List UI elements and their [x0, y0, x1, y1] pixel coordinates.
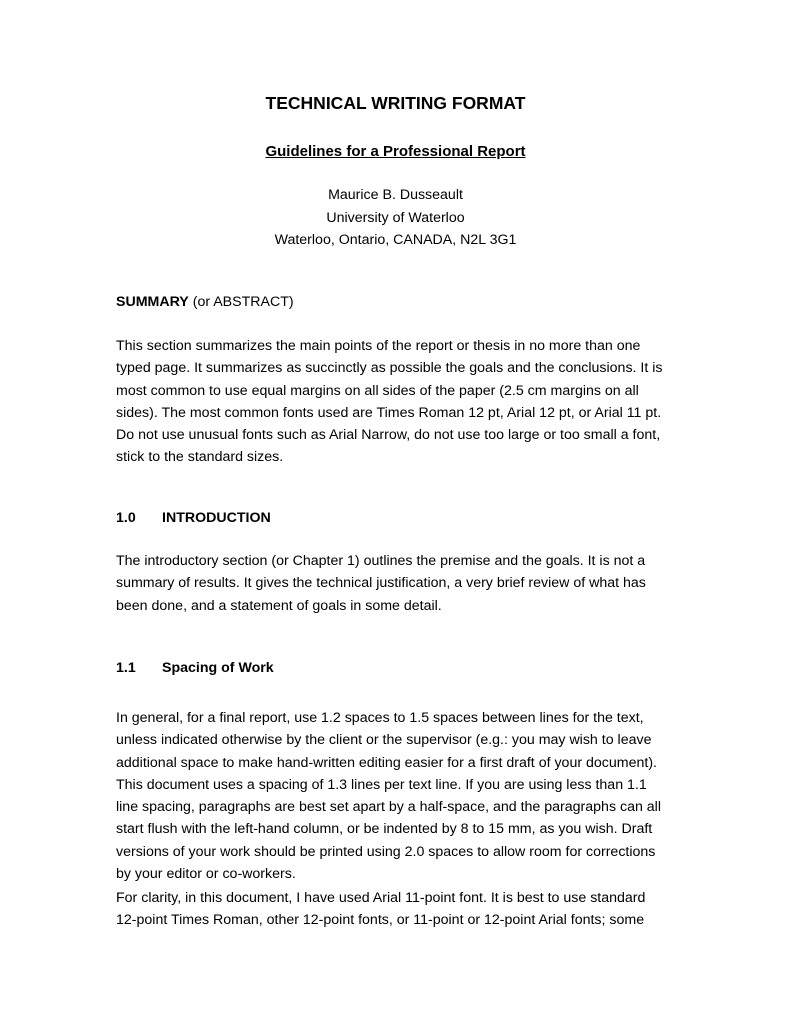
- author-block: [0, 184, 791, 252]
- introduction-number: 1.0: [116, 510, 136, 526]
- spacing-heading-text: Spacing of Work: [162, 660, 274, 676]
- spacing-line: versions of your work should be printed using 2.0 spaces to allow room for corrections: [116, 843, 656, 860]
- spacing-line: by your editor or co-workers.: [116, 866, 296, 883]
- summary-line: Do not use unusual fonts such as Arial Narrow, do not use too large or too small a font,: [116, 427, 661, 444]
- summary-line: stick to the standard sizes.: [116, 449, 284, 466]
- author-address: Waterloo, Ontario, CANADA, N2L 3G1: [274, 232, 517, 248]
- introduction-line: summary of results. It gives the technical justification, a very brief review of what has: [116, 575, 646, 592]
- spacing-paragraph-2: [116, 887, 686, 932]
- summary-heading-bold: SUMMARY: [116, 294, 189, 310]
- introduction-line: The introductory section (or Chapter 1) outlines the premise and the goals. It is not a: [116, 553, 646, 569]
- spacing-line: This document uses a spacing of 1.3 lines per text line. If you are using less than 1.1: [116, 776, 647, 793]
- author-institution: University of Waterloo: [326, 209, 465, 226]
- spacing-heading: [116, 658, 274, 678]
- summary-line: This section summarizes the main points of the report or thesis in no more than one: [116, 338, 641, 354]
- introduction-paragraph: [116, 550, 686, 617]
- spacing-line: start flush with the left-hand column, or be indented by 8 to 15 mm, as you wish. Draft: [116, 821, 653, 838]
- summary-paragraph: [116, 335, 686, 469]
- document-subtitle: Guidelines for a Professional Report: [265, 143, 526, 160]
- spacing-line: unless indicated otherwise by the client or the supervisor (e.g.: you may wish to leave: [116, 732, 652, 749]
- document-title: TECHNICAL WRITING FORMAT: [265, 93, 526, 113]
- summary-heading-rest: (or ABSTRACT): [188, 294, 294, 310]
- spacing-line: 12-point Times Roman, other 12-point fonts, or 11-point or 12-point Arial fonts; some: [116, 912, 645, 929]
- introduction-line: been done, and a statement of goals in some detail.: [116, 597, 442, 614]
- introduction-heading: [116, 508, 271, 528]
- spacing-number: 1.1: [116, 660, 136, 676]
- summary-line: sides). The most common fonts used are Times Roman 12 pt, Arial 12 pt, or Arial 11 pt.: [116, 404, 662, 421]
- summary-line: typed page. It summarizes as succinctly as possible the goals and the conclusions. It is: [116, 360, 663, 377]
- summary-heading: [116, 292, 294, 312]
- summary-line: most common to use equal margins on all sides of the paper (2.5 cm margins on all: [116, 382, 639, 399]
- author-name: Maurice B. Dusseault: [328, 187, 463, 203]
- spacing-line: line spacing, paragraphs are best set apart by a half-space, and the paragraphs can all: [116, 799, 661, 816]
- spacing-line: additional space to make hand-written editing easier for a first draft of your document).: [116, 754, 657, 771]
- spacing-line: In general, for a final report, use 1.2 spaces to 1.5 spaces between lines for the text,: [116, 710, 644, 726]
- spacing-line: For clarity, in this document, I have used Arial 11-point font. It is best to use standard: [116, 890, 646, 906]
- introduction-heading-text: INTRODUCTION: [162, 510, 271, 526]
- spacing-paragraph-1: [116, 707, 686, 885]
